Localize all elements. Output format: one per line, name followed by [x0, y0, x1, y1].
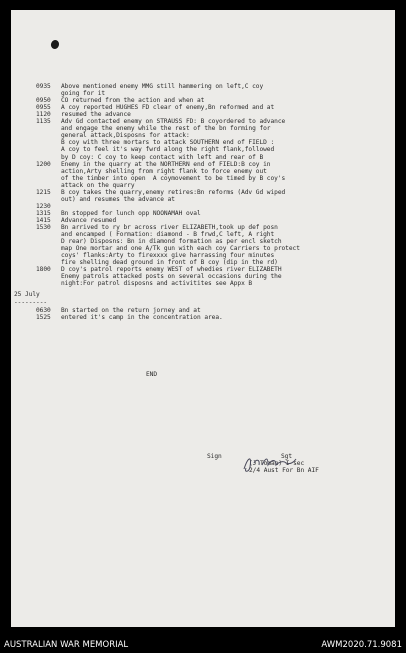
entry-text: entered it's camp in the concentration area. [61, 313, 223, 321]
entry-text: Advance resumed [61, 216, 117, 224]
archive-footer [0, 627, 406, 653]
entry-time: 1135 [36, 118, 51, 126]
entry-text: map One mortar and one A/Tk gun with each coy Carriers to protect [61, 245, 300, 253]
entry-text: D rear) Disposns: Bn in diamond formation as per encl sketch [61, 238, 282, 246]
entry-text: Above mentioned enemy MMG still hammering on left,C coy [61, 83, 264, 90]
entry-text: fire shelling dead ground in front of B coy (dip in the rd) [61, 259, 278, 267]
entry-text: resumed the advance [61, 111, 131, 119]
entry-time: 1415 [36, 216, 51, 224]
entry-text: END [146, 371, 158, 378]
entry-text: B coy takes the quarry,enemy retires:Bn reforms (Adv Gd wiped [61, 188, 286, 196]
entry-time: 1230 [36, 202, 51, 210]
document-page [11, 10, 395, 627]
entry-text: coys' flanks:Arty to firexxxx give harrassing four minutes [61, 252, 275, 260]
institution-name: AUSTRALIAN WAR MEMORIAL [4, 640, 129, 650]
end-marker [146, 371, 157, 378]
entry-text: Enemy patrols attacked posts on several occasions during the [61, 273, 282, 281]
accession-number: AWM2020.71.9081 [321, 640, 402, 650]
entry-time: 1120 [36, 111, 51, 119]
entry-text: Bn started on the return jorney and at [61, 306, 201, 314]
entry-time: 1315 [36, 209, 51, 217]
punch-hole [50, 39, 61, 50]
entry-text: Adv Gd contacted enemy on STRAUSS FD: B coyordered to advance [61, 118, 286, 126]
entry-text: B coy with three mortars to attack SOUTHERN end of FIELD : [61, 139, 275, 147]
entry-time: 1530 [36, 224, 51, 231]
entry-text: of the timber into open A coymovement to be timed by B coy's [61, 174, 286, 182]
entry-text: Enemy in the quarry at the NORTHERN end of FIELD:B coy in [61, 160, 271, 168]
entry-text: by D coy: C coy to keep contact with left and rear of B [61, 153, 264, 161]
date-underline [14, 299, 47, 306]
entry-time: 0950 [36, 97, 51, 105]
entry-text: (J Toman) I sec [249, 460, 305, 467]
entry-text: out) and resumes the advance at [61, 195, 175, 203]
entry-time: 1200 [36, 160, 51, 168]
entry-text: Sign [207, 453, 222, 460]
entry-text: CO returned from the action and when at [61, 97, 205, 105]
entry-text: Sgt [281, 453, 293, 460]
entry-text: Bn stopped for lunch opp NOONAMAH oval [61, 209, 201, 217]
entry-text: general attack,Disposns for attack: [61, 132, 190, 140]
entry-text: going for it [61, 90, 106, 98]
entry-time: 1215 [36, 188, 51, 196]
entry-time: 0955 [36, 104, 51, 112]
entry-time: 0935 [36, 83, 51, 90]
entry-text: and engage the enemy while the rest of the bn forming for [61, 125, 271, 133]
entry-text: and encamped ( Formation: diamond - B frwd,C left, A right [61, 231, 275, 239]
signature-label [207, 453, 222, 460]
handwritten-signature [238, 453, 298, 475]
entry-text: 2/4 Aust For Bn AIF [249, 467, 319, 474]
entry-text: night:For patrol disposns and activitites see Appx B [61, 280, 253, 288]
entry-text: A coy reported HUGHES FD clear of enemy,Bn reformed and at [61, 104, 275, 112]
date-heading [14, 291, 40, 298]
entry-text: 25 July [14, 291, 40, 299]
entry-text: Bn arrived to ry br across river ELIZABETH,took up def posn [61, 224, 278, 231]
entry-time: 0630 [36, 306, 51, 314]
entry-text: D coy's patrol reports enemy WEST of whedies river ELIZABETH [61, 266, 282, 274]
entry-text: --------- [14, 298, 48, 306]
entry-text: A coy to feel it's way fwrd along the right flank,followed [61, 146, 275, 154]
entry-time: 1800 [36, 266, 51, 274]
entry-text: attack on the quarry [61, 181, 135, 189]
entry-time: 1525 [36, 313, 51, 321]
entry-text: action,Arty shelling from right flank to force enemy out [61, 167, 267, 175]
